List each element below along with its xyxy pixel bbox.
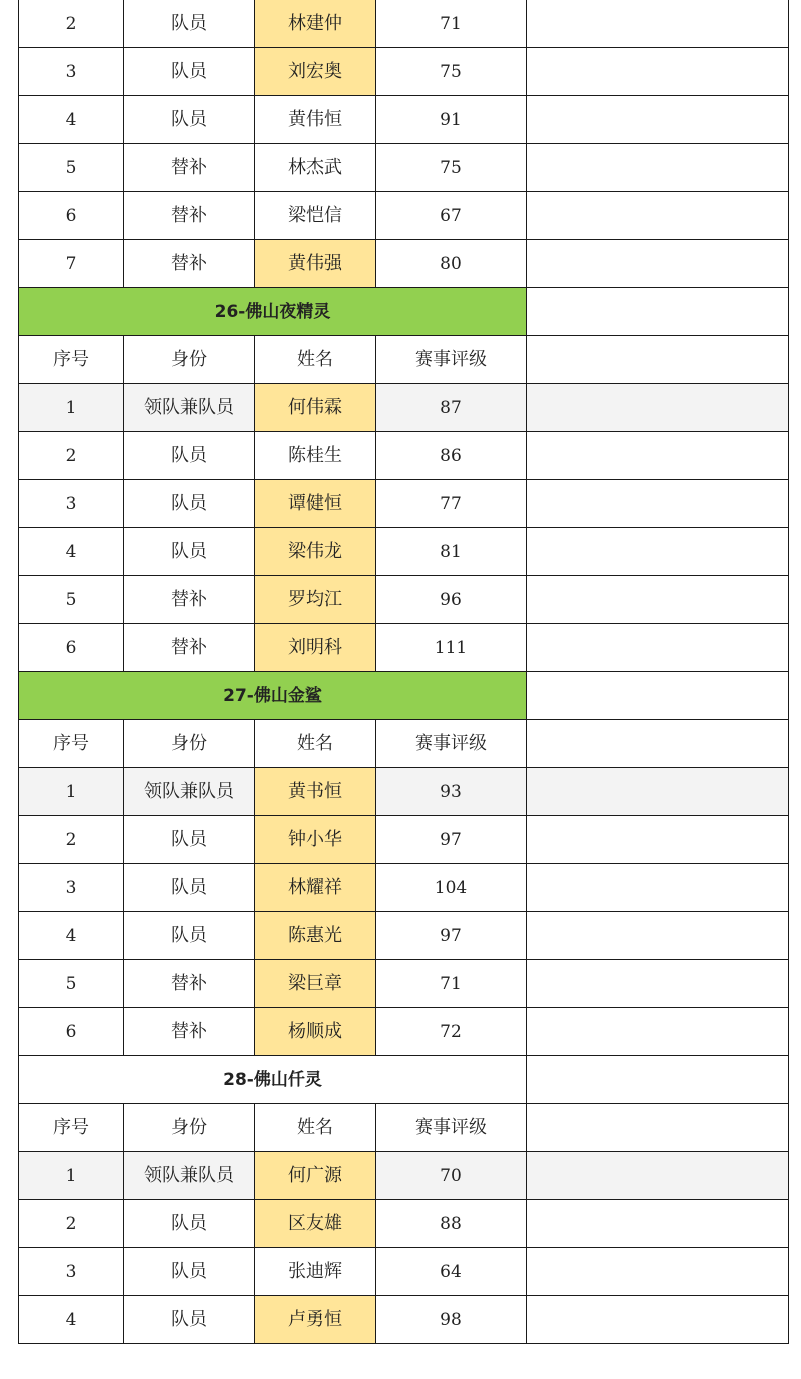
rating-cell: 96 [376,576,527,624]
blank-cell [527,864,789,912]
name-cell: 黄伟恒 [255,96,376,144]
seq-cell: 4 [19,528,124,576]
name-cell: 何伟霖 [255,384,376,432]
team-title-row [19,1056,789,1104]
player-row [19,816,789,864]
role-cell: 队员 [124,1248,255,1296]
rating-cell: 104 [376,864,527,912]
role-cell: 队员 [124,480,255,528]
name-cell: 梁恺信 [255,192,376,240]
player-row [19,240,789,288]
name-cell: 谭健恒 [255,480,376,528]
rating-cell: 88 [376,1200,527,1248]
blank-cell [527,1104,789,1152]
player-row [19,96,789,144]
blank-cell [527,960,789,1008]
rating-cell: 87 [376,384,527,432]
seq-cell: 3 [19,864,124,912]
rating-cell: 71 [376,0,527,48]
name-cell: 钟小华 [255,816,376,864]
column-header: 姓名 [255,336,376,384]
role-cell: 队员 [124,864,255,912]
blank-cell [527,0,789,48]
role-cell: 领队兼队员 [124,384,255,432]
rating-cell: 98 [376,1296,527,1344]
role-cell: 队员 [124,1200,255,1248]
blank-cell [527,480,789,528]
team-title-row [19,288,789,336]
column-header: 赛事评级 [376,336,527,384]
role-cell: 替补 [124,240,255,288]
blank-cell [527,288,789,336]
seq-cell: 1 [19,384,124,432]
role-cell: 队员 [124,912,255,960]
role-cell: 替补 [124,960,255,1008]
rating-cell: 97 [376,816,527,864]
column-header: 序号 [19,336,124,384]
role-cell: 领队兼队员 [124,1152,255,1200]
player-row [19,0,789,48]
name-cell: 刘明科 [255,624,376,672]
blank-cell [527,1296,789,1344]
role-cell: 替补 [124,576,255,624]
rating-cell: 75 [376,48,527,96]
column-header: 姓名 [255,720,376,768]
seq-cell: 2 [19,1200,124,1248]
seq-cell: 2 [19,0,124,48]
player-row [19,48,789,96]
column-header: 身份 [124,336,255,384]
column-header: 赛事评级 [376,1104,527,1152]
seq-cell: 3 [19,1248,124,1296]
role-cell: 替补 [124,144,255,192]
seq-cell: 3 [19,480,124,528]
role-cell: 领队兼队员 [124,768,255,816]
rating-cell: 71 [376,960,527,1008]
blank-cell [527,1152,789,1200]
player-row [19,1200,789,1248]
blank-cell [527,672,789,720]
seq-cell: 5 [19,144,124,192]
player-row [19,192,789,240]
blank-cell [527,720,789,768]
player-row [19,912,789,960]
player-row [19,528,789,576]
blank-cell [527,144,789,192]
blank-cell [527,1056,789,1104]
role-cell: 队员 [124,432,255,480]
column-header-row [19,720,789,768]
column-header: 姓名 [255,1104,376,1152]
name-cell: 林耀祥 [255,864,376,912]
role-cell: 队员 [124,96,255,144]
name-cell: 黄伟强 [255,240,376,288]
seq-cell: 1 [19,768,124,816]
name-cell: 梁巨章 [255,960,376,1008]
column-header: 身份 [124,1104,255,1152]
seq-cell: 6 [19,624,124,672]
blank-cell [527,384,789,432]
rating-cell: 80 [376,240,527,288]
player-row [19,768,789,816]
column-header: 序号 [19,1104,124,1152]
seq-cell: 3 [19,48,124,96]
role-cell: 队员 [124,48,255,96]
seq-cell: 6 [19,1008,124,1056]
blank-cell [527,48,789,96]
player-row [19,432,789,480]
blank-cell [527,768,789,816]
blank-cell [527,1008,789,1056]
team-title: 27-佛山金鲨 [19,672,527,720]
name-cell: 陈惠光 [255,912,376,960]
seq-cell: 5 [19,960,124,1008]
rating-cell: 67 [376,192,527,240]
blank-cell [527,576,789,624]
roster-table-body [19,0,789,1344]
seq-cell: 2 [19,432,124,480]
player-row [19,1248,789,1296]
name-cell: 林杰武 [255,144,376,192]
blank-cell [527,432,789,480]
team-title: 26-佛山夜精灵 [19,288,527,336]
rating-cell: 97 [376,912,527,960]
name-cell: 卢勇恒 [255,1296,376,1344]
name-cell: 林建仲 [255,0,376,48]
role-cell: 替补 [124,624,255,672]
column-header-row [19,336,789,384]
name-cell: 罗均江 [255,576,376,624]
seq-cell: 1 [19,1152,124,1200]
player-row [19,576,789,624]
blank-cell [527,1248,789,1296]
player-row [19,1008,789,1056]
column-header: 赛事评级 [376,720,527,768]
rating-cell: 81 [376,528,527,576]
name-cell: 刘宏奥 [255,48,376,96]
rating-cell: 86 [376,432,527,480]
blank-cell [527,912,789,960]
name-cell: 何广源 [255,1152,376,1200]
role-cell: 队员 [124,0,255,48]
seq-cell: 4 [19,912,124,960]
blank-cell [527,624,789,672]
role-cell: 队员 [124,1296,255,1344]
role-cell: 队员 [124,816,255,864]
rating-cell: 70 [376,1152,527,1200]
rating-cell: 111 [376,624,527,672]
role-cell: 队员 [124,528,255,576]
team-title: 28-佛山仟灵 [19,1056,527,1104]
player-row [19,1296,789,1344]
rating-cell: 91 [376,96,527,144]
blank-cell [527,336,789,384]
blank-cell [527,816,789,864]
blank-cell [527,528,789,576]
rating-cell: 77 [376,480,527,528]
rating-cell: 93 [376,768,527,816]
role-cell: 替补 [124,1008,255,1056]
blank-cell [527,1200,789,1248]
name-cell: 梁伟龙 [255,528,376,576]
name-cell: 张迪辉 [255,1248,376,1296]
roster-table [18,0,789,1344]
seq-cell: 7 [19,240,124,288]
player-row [19,624,789,672]
role-cell: 替补 [124,192,255,240]
seq-cell: 5 [19,576,124,624]
blank-cell [527,192,789,240]
seq-cell: 6 [19,192,124,240]
player-row [19,864,789,912]
team-title-row [19,672,789,720]
rating-cell: 72 [376,1008,527,1056]
name-cell: 陈桂生 [255,432,376,480]
seq-cell: 2 [19,816,124,864]
player-row [19,144,789,192]
blank-cell [527,96,789,144]
column-header: 身份 [124,720,255,768]
name-cell: 黄书恒 [255,768,376,816]
seq-cell: 4 [19,96,124,144]
name-cell: 区友雄 [255,1200,376,1248]
blank-cell [527,240,789,288]
column-header-row [19,1104,789,1152]
player-row [19,1152,789,1200]
player-row [19,384,789,432]
column-header: 序号 [19,720,124,768]
player-row [19,480,789,528]
player-row [19,960,789,1008]
name-cell: 杨顺成 [255,1008,376,1056]
rating-cell: 75 [376,144,527,192]
rating-cell: 64 [376,1248,527,1296]
seq-cell: 4 [19,1296,124,1344]
